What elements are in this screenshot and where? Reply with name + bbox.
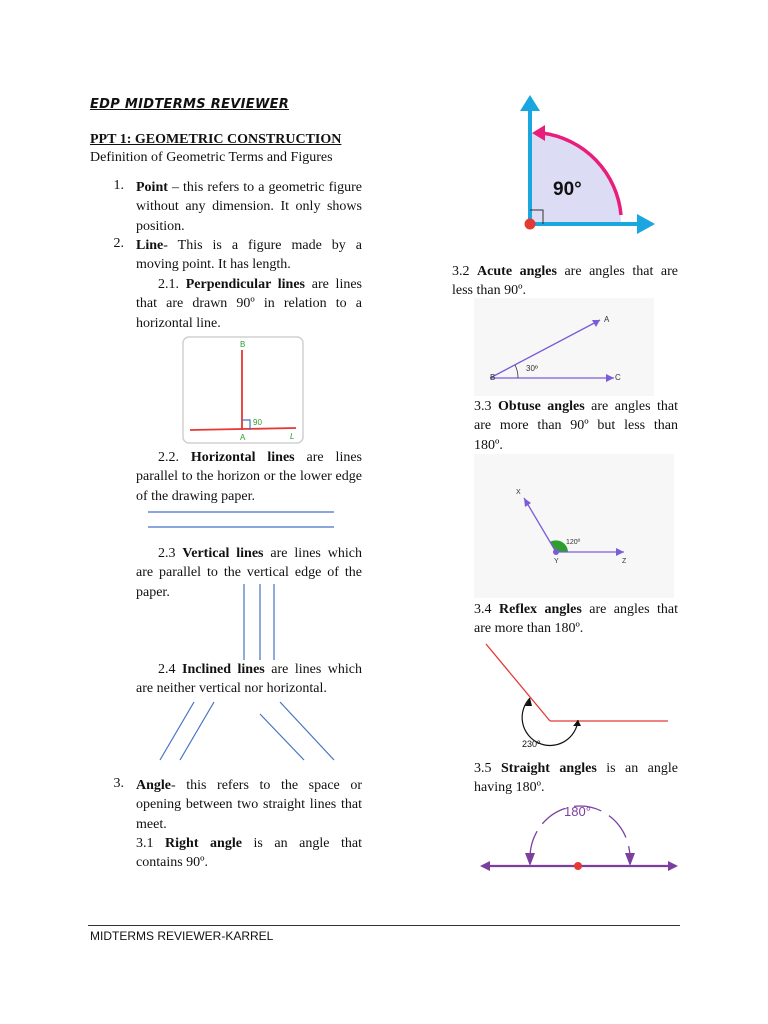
text-line: - This is a figure made by a moving point. It has length. [136, 238, 362, 273]
perpendicular-lines-figure [182, 336, 304, 444]
term-inclined: Inclined lines [182, 662, 265, 677]
vertical-lines-figure [238, 582, 282, 662]
item-number-line: 2. [113, 236, 124, 251]
term-reflex: Reflex angles [498, 602, 582, 617]
term-right: Right angle [165, 836, 242, 851]
text-obtuse: are angles that are more than 90º but less than 180º. [474, 399, 679, 453]
text-reflex: are angles that are more than 180º. [474, 602, 678, 637]
term-angle: Angle [136, 778, 171, 793]
item-number-angle: 3. [113, 776, 124, 791]
right-angle-label: 90° [553, 179, 582, 200]
footer-divider [88, 925, 680, 926]
acute-indent-spacer [474, 281, 475, 282]
num-right: 3.1 [136, 836, 154, 851]
text-perpendicular: are lines that are drawn 90º in relation to a horizontal line. [136, 277, 362, 331]
text-horizontal: are lines parallel to the horizon or the lower edge of the drawing paper. [136, 450, 362, 504]
term-vertical: Vertical lines [182, 546, 264, 561]
obtuse-angle-label: 120º [566, 539, 581, 546]
section-subheading: Definition of Geometric Terms and Figures [90, 150, 333, 165]
text-acute: are angles that are less than 90º. [452, 264, 679, 299]
term-point: Point [136, 180, 168, 195]
reflex-angle-figure [474, 638, 674, 754]
num-perpendicular: 2.1. [158, 277, 179, 292]
item-reflex [474, 600, 678, 639]
item-inclined [136, 660, 362, 699]
text-angle: - this refers to the space or opening between two straight lines that meet. [136, 778, 362, 832]
item-acute [452, 262, 678, 301]
text-inclined: are lines which are neither vertical nor horizontal. [136, 662, 362, 697]
text-point: – this refers to a geometric figure without any dimension. It only shows position. [136, 180, 362, 234]
text-vertical: are lines which are parallel to the vertical edge of the paper. [136, 546, 362, 600]
num-vertical: 2.3 [158, 546, 176, 561]
obtuse-angle-figure [474, 454, 674, 598]
item-angle [136, 776, 362, 834]
footer-text: MIDTERMS REVIEWER-KARREL [90, 929, 274, 943]
item-straight [474, 759, 678, 798]
perp-angle-label: 90 [253, 418, 262, 427]
num-straight: 3.5 [474, 761, 492, 776]
term-obtuse: Obtuse angles [498, 399, 585, 414]
reflex-angle-label: 230º [522, 739, 541, 749]
item-horizontal [136, 448, 362, 506]
inclined-lines-figure [156, 698, 340, 766]
num-acute: 3.2 [452, 264, 470, 279]
item-number-point: 1. [113, 178, 124, 193]
acute-label-b: B [490, 373, 496, 382]
term-acute: Acute angles [477, 264, 557, 279]
text-right: is an angle that contains 90º. [136, 836, 362, 871]
item-right-angle [136, 834, 362, 873]
term-line: Line [136, 238, 164, 253]
num-obtuse: 3.3 [474, 399, 492, 414]
obtuse-label-y: Y [554, 558, 559, 565]
num-inclined: 2.4 [158, 662, 176, 677]
item-line [136, 236, 362, 275]
num-horizontal: 2.2. [158, 450, 179, 465]
document-title: EDP MIDTERMS REVIEWER [90, 97, 290, 112]
item-perpendicular [136, 275, 362, 333]
term-horizontal: Horizontal lines [190, 450, 295, 465]
obtuse-label-x: X [516, 489, 521, 496]
perp-label-l: L [290, 432, 295, 441]
obtuse-label-z: Z [622, 558, 627, 565]
acute-label-a: A [604, 315, 610, 324]
perp-label-b: B [240, 340, 246, 349]
perp-label-a: A [240, 433, 246, 442]
term-straight: Straight angles [500, 761, 597, 776]
item-point [136, 178, 362, 236]
num-reflex: 3.4 [474, 602, 492, 617]
right-angle-figure [515, 93, 660, 238]
horizontal-lines-figure [146, 508, 338, 532]
item-obtuse [474, 397, 678, 455]
straight-angle-figure [478, 798, 680, 878]
acute-angle-label: 30º [526, 364, 538, 373]
section-heading: PPT 1: GEOMETRIC CONSTRUCTION [90, 132, 342, 147]
acute-label-c: C [615, 373, 621, 382]
straight-angle-label: 180° [564, 804, 591, 819]
acute-angle-figure [474, 298, 654, 396]
text-straight: is an angle having 180º. [474, 761, 679, 796]
term-perpendicular: Perpendicular lines [185, 277, 305, 292]
